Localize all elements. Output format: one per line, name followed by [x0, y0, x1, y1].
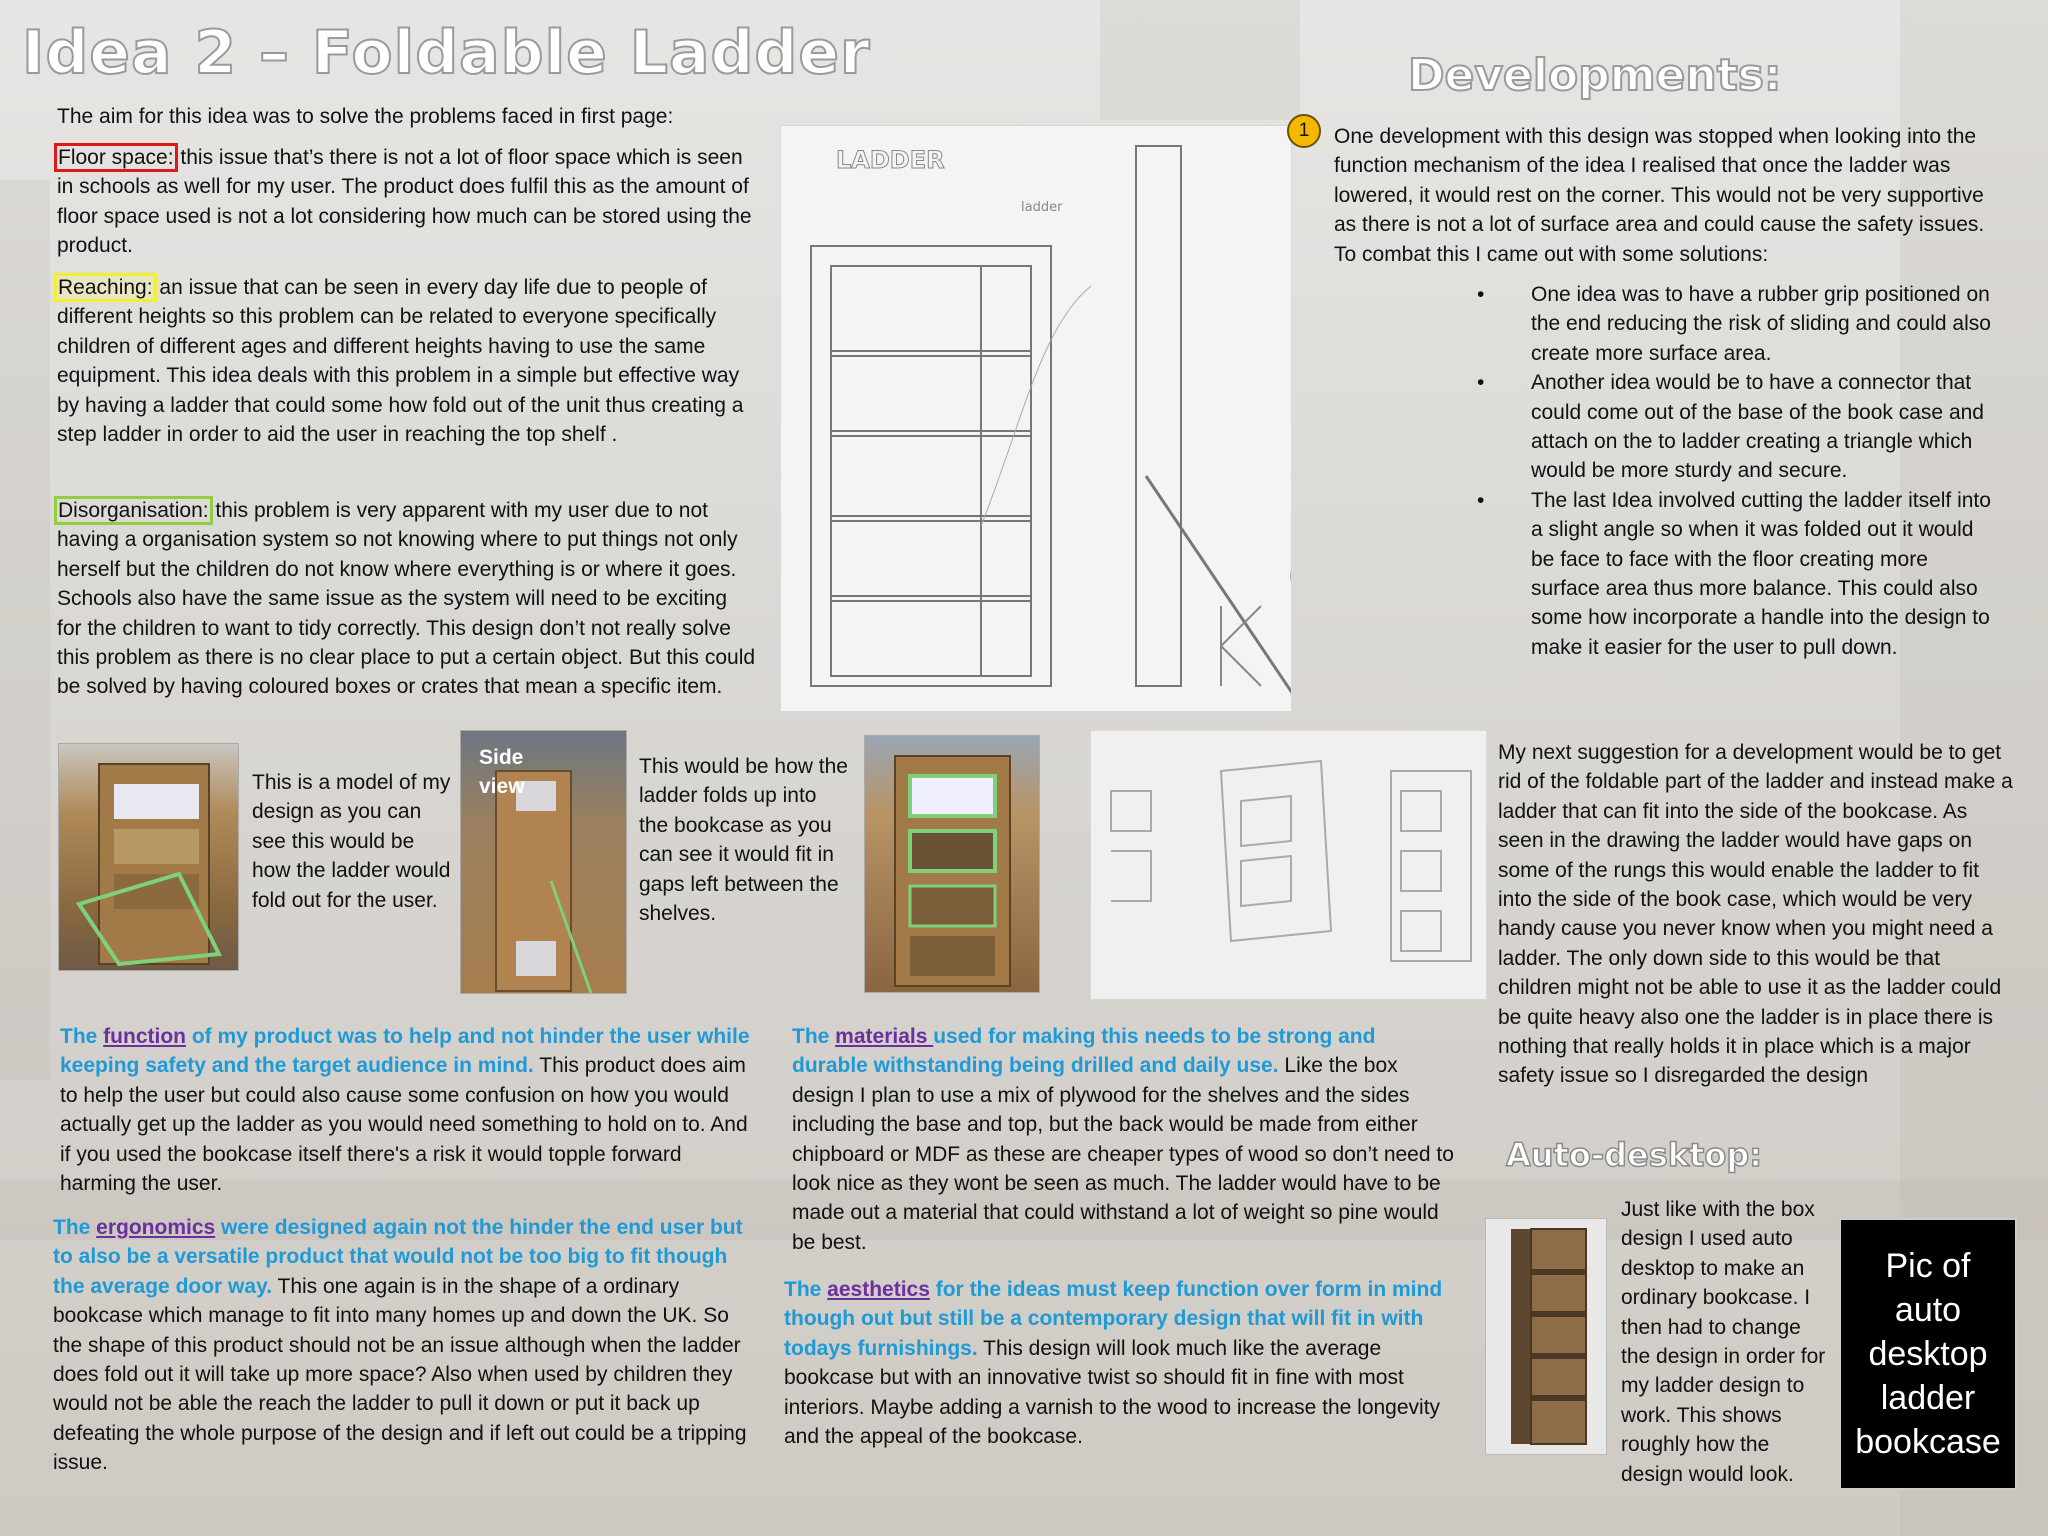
solution-item: • One idea was to have a rubber grip positioned on the end reducing the risk of sliding and could also create more surface area. — [1477, 283, 1991, 365]
floor-space-paragraph — [57, 143, 757, 261]
disorganisation-text: this problem is very apparent with my user due to not having a organisation system so not knowing where to put things not only herself but the children do not know where everything is or where it goes. Schools also have the same issue as the system will need to be exciting for the children to want to tidy correctly. This design don’t not really solve this problem as there is no clear place to put a certain object. But this could be solved by having coloured boxes or crates that mean a specific item. — [57, 499, 756, 699]
ergonomics-heading: were designed again not the hinder the end user but to also be a versatile product that would not be too big to fit though the average door way. — [53, 1216, 743, 1298]
model-photo — [58, 743, 239, 971]
ergonomics-pre: The — [53, 1216, 97, 1239]
aesthetics-paragraph — [784, 1275, 1449, 1451]
placeholder-text: Pic of auto desktop ladder bookcase — [1855, 1247, 2001, 1461]
materials-paragraph — [792, 1022, 1457, 1257]
reaching-label: Reaching: — [58, 276, 153, 299]
function-pre: The — [60, 1025, 104, 1048]
developments-title: Developments: — [1408, 50, 1782, 101]
function-text: This product does aim to help the user but could also cause some confusion on how you would actually get up the ladder as you would need something to hold on to. And if you used the bookcase itself there's a risk it would topple forward harming the user. — [60, 1054, 748, 1196]
materials-heading: used for making this needs to be strong and durable withstanding being drilled and daily use. — [792, 1025, 1376, 1078]
model-photo-drawing — [59, 744, 238, 970]
development-2-sketch-drawing — [1091, 731, 1486, 999]
aesthetics-text: This design will look much like the average bookcase but with an innovative twist so should fit in fine with most interiors. Maybe adding a varnish to the wood to increase the longevity and the appeal of the bookcase. — [784, 1336, 1441, 1449]
auto-desktop-title: Auto-desktop: — [1506, 1136, 1763, 1174]
sketch-title: LADDER — [836, 146, 945, 174]
side-view-photo — [460, 730, 627, 994]
side-view-label: Side view — [479, 746, 525, 798]
folded-model-photo-drawing — [865, 736, 1039, 992]
reaching-paragraph — [57, 273, 757, 449]
ergonomics-paragraph — [53, 1213, 753, 1478]
development-1-text: One development with this design was stopped when looking into the function mechanism of the idea I realised that once the ladder was lowered, it would rest on the corner. This would not be very supportive as there is not a lot of surface area and could cause the safety issues. To combat this I came out with some solutions: — [1334, 125, 1985, 266]
fold-caption: This would be how the ladder folds up into the bookcase as you can see it would fit in gaps left between the shelves. — [639, 755, 848, 926]
ergonomics-text: This one again is in the shape of a ordinary bookcase which manage to fit into many homes up and down the UK. So the shape of this product should not be an issue although when the ladder does fold out it will take up more space? Also when used by children they would not be able the reach the ladder to pull it down or put it back up defeating the whole purpose of the design and if left out could be a tripping issue. — [53, 1274, 747, 1475]
materials-link[interactable]: materials — [835, 1025, 934, 1048]
development-1-solutions — [1477, 280, 2001, 662]
auto-desktop-placeholder — [1839, 1218, 2017, 1490]
development-2-text: My next suggestion for a development would be to get rid of the foldable part of the ladder and instead make a ladder that can fit into the side of the bookcase. As seen in the drawing the ladder would have gaps on some of the rungs this would enable the ladder to fit into the side of the book case, which would be very handy cause you never know when you might need a ladder. The only down side to this would be that children might not be able to use it as the ladder could be quite heavy also one the ladder is in place there is nothing that really holds it in place which is a major safety issue so I disregarded the design — [1498, 741, 2013, 1088]
development-1-badge: 1 — [1287, 114, 1321, 148]
floor-space-label: Floor space: — [58, 146, 174, 169]
disorganisation-label: Disorganisation: — [58, 499, 209, 522]
function-heading: of my product was to help and not hinder the user while keeping safety and the target audience in mind. — [60, 1025, 750, 1078]
function-link[interactable]: function — [103, 1025, 186, 1048]
aesthetics-heading: for the ideas must keep function over form in mind though out but still be a contemporary design that will fit in with todays furnishings. — [784, 1278, 1443, 1360]
bookcase-render — [1485, 1218, 1607, 1455]
model-caption: This is a model of my design as you can see this would be how the ladder would fold out for the user. — [252, 771, 451, 912]
reaching-text: an issue that can be seen in every day life due to people of different heights so this problem can be related to everyone specifically children of different ages and different heights having to use the same equipment. This idea deals with this problem in a simple but effective way by having a ladder that could some how fold out of the unit thus creating a step ladder in order to aid the user in reaching the top shelf . — [57, 276, 744, 447]
intro-text: The aim for this idea was to solve the problems faced in first page: — [57, 105, 674, 128]
materials-pre: The — [792, 1025, 836, 1048]
ergonomics-link[interactable]: ergonomics — [96, 1216, 216, 1239]
bookcase-render-drawing — [1486, 1219, 1606, 1454]
sketch-ladder-annotation: ladder — [1021, 200, 1063, 215]
disorganisation-paragraph — [57, 496, 757, 702]
ladder-sketch-drawing — [781, 126, 1291, 711]
floor-space-text: this issue that’s there is not a lot of floor space which is seen in schools as well for my user. The product does fulfil this as the amount of floor space used is not a lot considering how much can be stored using the product. — [57, 146, 752, 258]
function-paragraph — [60, 1022, 760, 1198]
development-2-sketch — [1090, 730, 1487, 1000]
page-title: Idea 2 – Foldable Ladder — [22, 18, 871, 88]
auto-desktop-text: Just like with the box design I used auto desktop to make an ordinary bookcase. I then had to change the design in order for my ladder design to work. This shows roughly how the design would look. — [1621, 1198, 1826, 1486]
aesthetics-pre: The — [784, 1278, 828, 1301]
materials-text: Like the box design I plan to use a mix of plywood for the shelves and the sides including the base and top, but the back would be made from either chipboard or MDF as these are cheaper types of wood so don’t need to look nice as they wont be seen as much. The ladder would have to be made out a material that could withstand a lot of weight so pine would be best. — [792, 1054, 1454, 1254]
solution-item: • Another idea would be to have a connector that could come out of the base of the book case and attach on the to ladder creating a triangle which would be more sturdy and secure. — [1477, 371, 1984, 483]
aesthetics-link[interactable]: aesthetics — [827, 1278, 930, 1301]
folded-model-photo — [864, 735, 1040, 993]
ladder-sketch — [780, 125, 1292, 712]
solution-item: • The last Idea involved cutting the ladder itself into a slight angle so when it was folded out it would be face to face with the floor creating more surface area thus more balance. This could also some how incorporate a handle into the design to make it easier for the user to pull down. — [1477, 488, 1991, 659]
